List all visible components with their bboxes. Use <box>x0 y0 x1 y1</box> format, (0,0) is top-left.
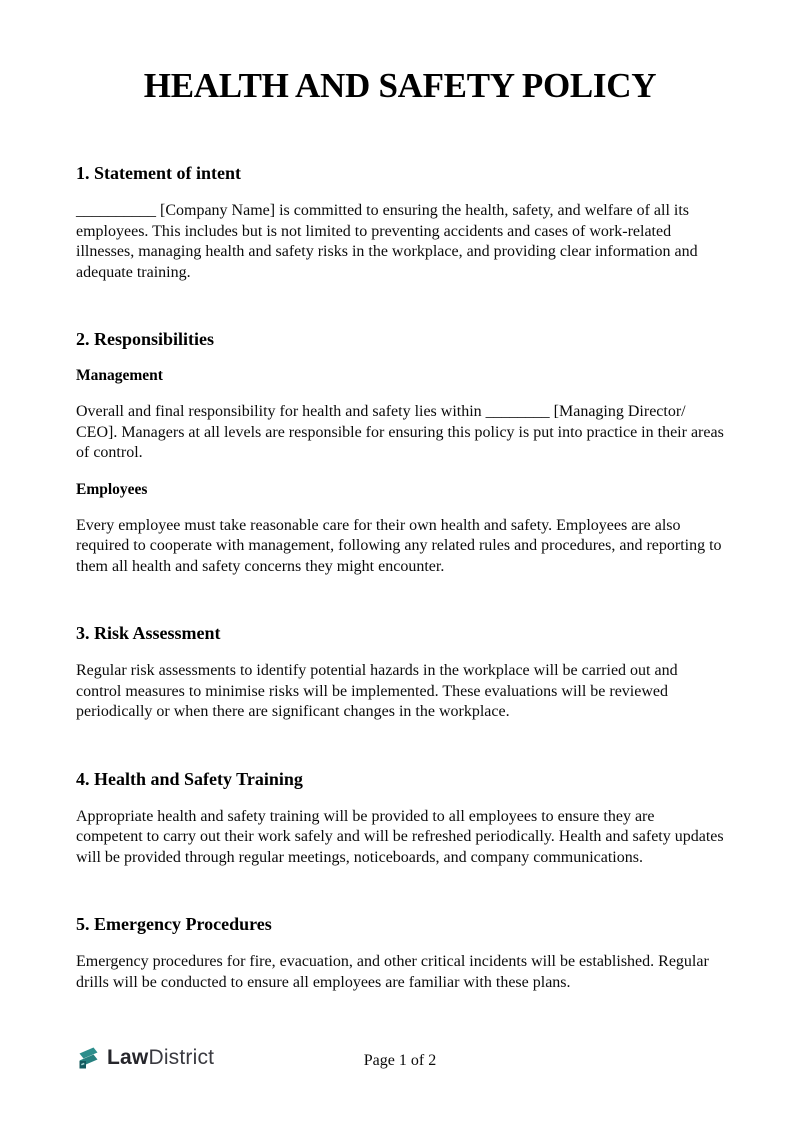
section-heading: 2. Responsibilities <box>76 329 215 349</box>
paragraph: Appropriate health and safety training will be provided to all employees to ensure they are competent to carry out their work safely and will be refreshed periodically. Health and safety updates will be provided through regular meetings, noticeboards, and company communications. <box>76 807 724 866</box>
paragraph: Emergency procedures for fire, evacuation, and other critical incidents will be established. Regular drills will be conducted to ensure all employees are familiar with these plans. <box>76 953 709 991</box>
section-heading: 1. Statement of intent <box>76 163 241 183</box>
logo-text <box>107 1046 214 1070</box>
section-heading: 3. Risk Assessment <box>76 623 221 643</box>
document-title: HEALTH AND SAFETY POLICY <box>143 66 657 105</box>
section-heading: 5. Emergency Procedures <box>76 914 272 934</box>
logo-text-law: Law <box>107 1045 149 1069</box>
logo-text-district: District <box>148 1045 215 1069</box>
subsection-heading: Employees <box>76 480 148 498</box>
policy-section <box>76 769 724 869</box>
paragraph: __________ [Company Name] is committed to ensuring the health, safety, and welfare of all its employees. This includes but is not limited to preventing accidents and cases of work-related illnesses, managing health and safety risks in the workplace, and providing clear information and adequate training. <box>76 202 698 281</box>
document-footer <box>76 1042 724 1076</box>
policy-section <box>76 329 724 577</box>
paragraph: Overall and final responsibility for health and safety lies within ________ [Managing Director/ CEO]. Managers at all levels are responsible for ensuring this policy is put into practice in their areas of control. <box>76 403 724 461</box>
policy-section <box>76 163 724 283</box>
document-body <box>76 163 724 993</box>
paragraph: Regular risk assessments to identify potential hazards in the workplace will be carried out and control measures to minimise risks will be implemented. These evaluations will be reviewed periodically or when there are significant changes in the workplace. <box>76 662 678 720</box>
page-number: Page 1 of 2 <box>363 1052 437 1069</box>
paragraph: Every employee must take reasonable care for their own health and safety. Employees are also required to cooperate with management, following any related rules and procedures, and reporting to them all health and safety concerns they might encounter. <box>76 516 722 575</box>
lawdistrict-logo-icon <box>76 1044 103 1071</box>
policy-section <box>76 914 724 993</box>
subsection-heading: Management <box>76 367 163 384</box>
lawdistrict-logo <box>76 1044 214 1071</box>
policy-section <box>76 623 724 723</box>
section-heading: 4. Health and Safety Training <box>76 768 303 789</box>
